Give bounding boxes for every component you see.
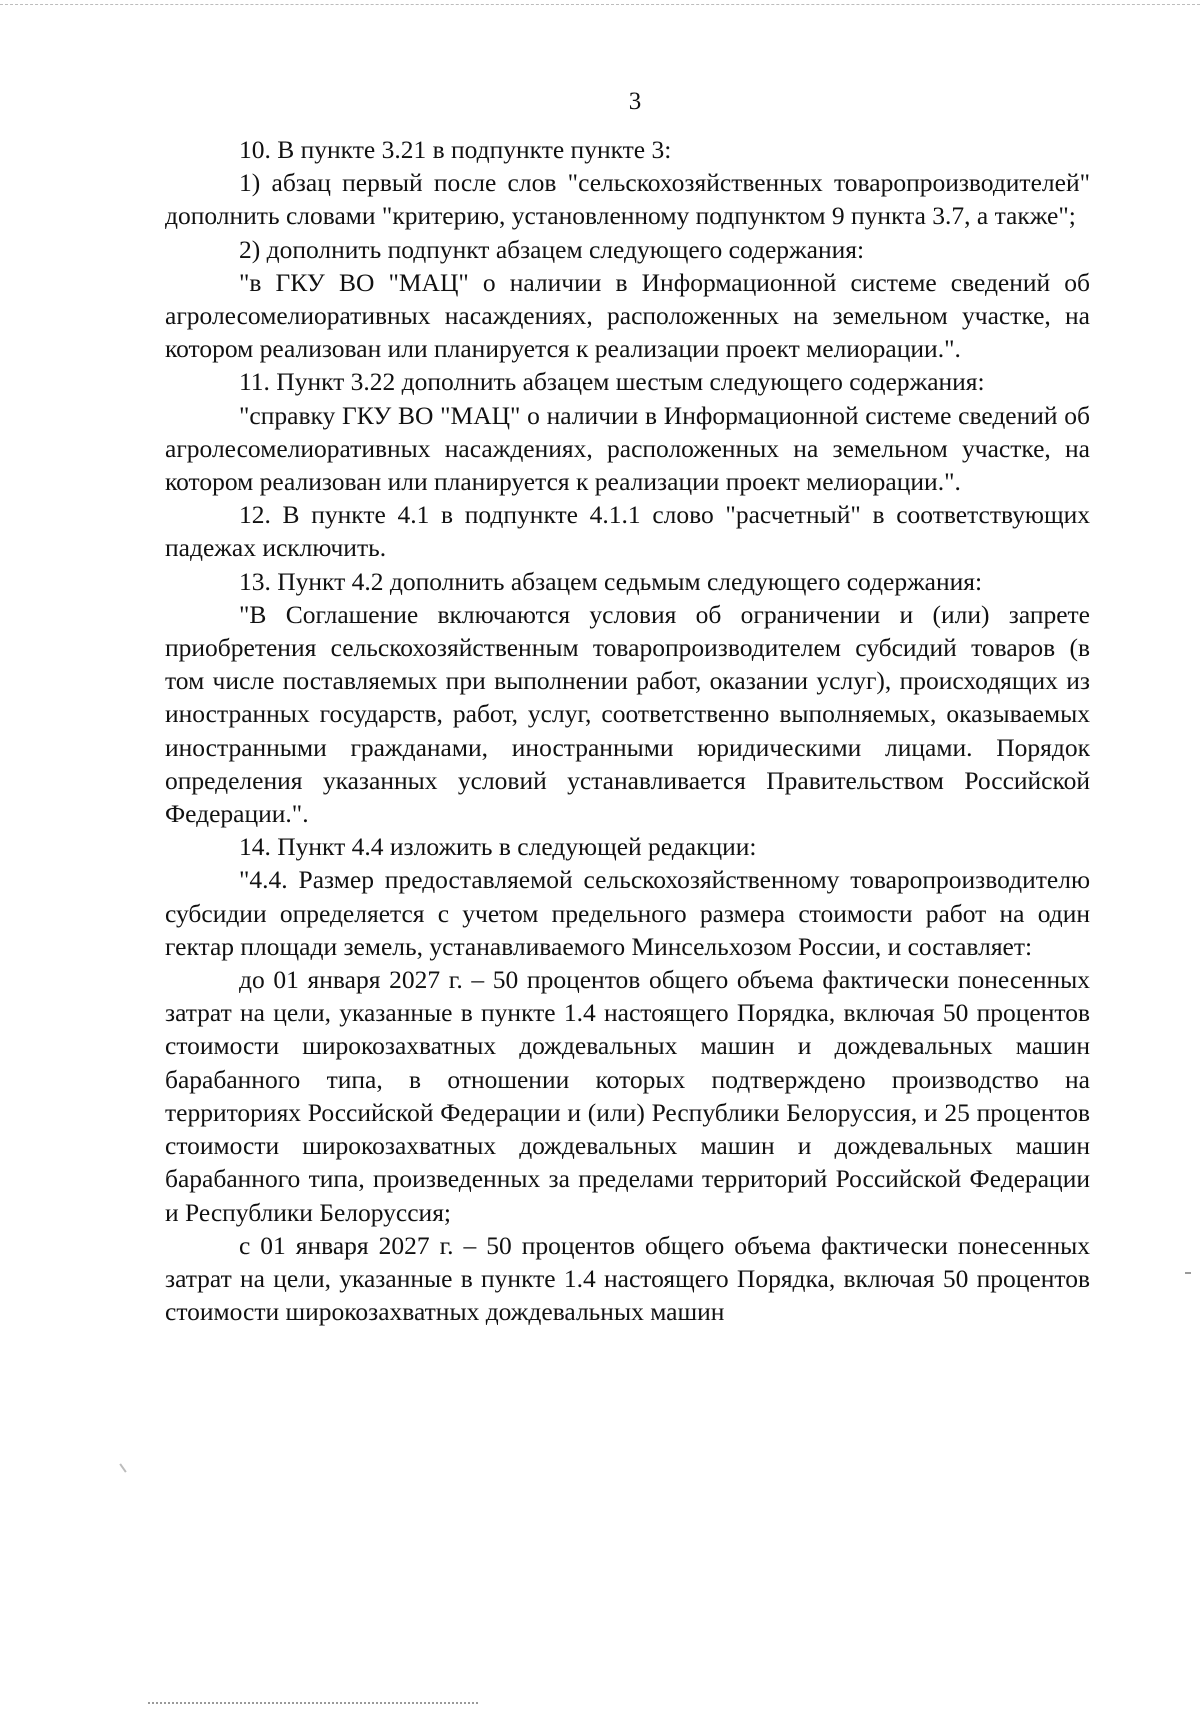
- document-body: [165, 133, 1090, 1328]
- paragraph-item-10: 10. В пункте 3.21 в подпункте пункте 3:: [239, 135, 672, 164]
- paragraph-item-14: 14. Пункт 4.4 изложить в следующей редакции:: [239, 832, 757, 862]
- paragraph-item-11: 11. Пункт 3.22 дополнить абзацем шестым следующего содержания:: [239, 367, 985, 397]
- scan-artifact-top-line: [0, 4, 1200, 5]
- page-number: 3: [628, 88, 642, 115]
- paragraph-quoted-text: "справку ГКУ ВО "МАЦ" о наличии в Информационной системе сведений об агролесомелиоративных насаждениях, расположенных на земельном участке, на котором реализован или планируется к реализации проект мелиорации.".: [165, 400, 1090, 497]
- paragraph-body: до 01 января 2027 г. – 50 процентов общего объема фактически понесенных затрат на цели, указанные в пункте 1.4 настоящего Порядка, включая 50 процентов стоимости широкозахватных дождевальных машин и дождевальных машин барабанного типа, в отношении которых подтверждено производство на территориях Российской Федерации и (или) Республики Белоруссия, и 25 процентов стоимости широкозахватных дождевальных машин и дождевальных машин барабанного типа, произведенных за пределами территорий Российской Федерации и Республики Белоруссия;: [165, 965, 1090, 1227]
- paragraph-quoted-text: "4.4. Размер предоставляемой сельскохозяйственному товаропроизводителю субсидии определяется с учетом предельного размера стоимости работ на один гектар площади земель, устанавливаемого Минсельхозом России, и составляет:: [165, 865, 1090, 961]
- paragraph-subitem-1: 1) абзац первый после слов "сельскохозяйственных товаропроизводителей" дополнить словами "критерию, установленному подпунктом 9 пункта 3.7, а также";: [165, 168, 1090, 231]
- paragraph-item-12: 12. В пункте 4.1 в подпункте 4.1.1 слово "расчетный" в соответствующих падежах исключить.: [165, 500, 1090, 563]
- scan-artifact-mark: [1185, 1272, 1191, 1274]
- paragraph-body: с 01 января 2027 г. – 50 процентов общего объема фактически понесенных затрат на цели, указанные в пункте 1.4 настоящего Порядка, включая 50 процентов стоимости широкозахватных дождевальных машин: [165, 1230, 1090, 1327]
- paragraph-item-13: 13. Пункт 4.2 дополнить абзацем седьмым следующего содержания:: [239, 566, 983, 596]
- paragraph-subitem-2: 2) дополнить подпункт абзацем следующего содержания:: [239, 234, 865, 264]
- paragraph-quoted-text: "В Соглашение включаются условия об ограничении и (или) запрете приобретения сельскохозяйственным товаропроизводителем субсидий товаров (в том числе поставляемых при выполнении работ, оказании услуг), происходящих из иностранных государств, работ, услуг, соответственно выполняемых, оказываемых иностранными гражданами, иностранными юридическими лицами. Порядок определения указанных условий устанавливается Правительством Российской Федерации.".: [165, 599, 1090, 829]
- scan-artifact-bottom-dots: [148, 1702, 478, 1704]
- scan-artifact-mark: [119, 1463, 126, 1472]
- paragraph-quoted-text: "в ГКУ ВО "МАЦ" о наличии в Информационной системе сведений об агролесомелиоративных насаждениях, расположенных на земельном участке, на котором реализован или планируется к реализации проект мелиорации.".: [165, 267, 1090, 364]
